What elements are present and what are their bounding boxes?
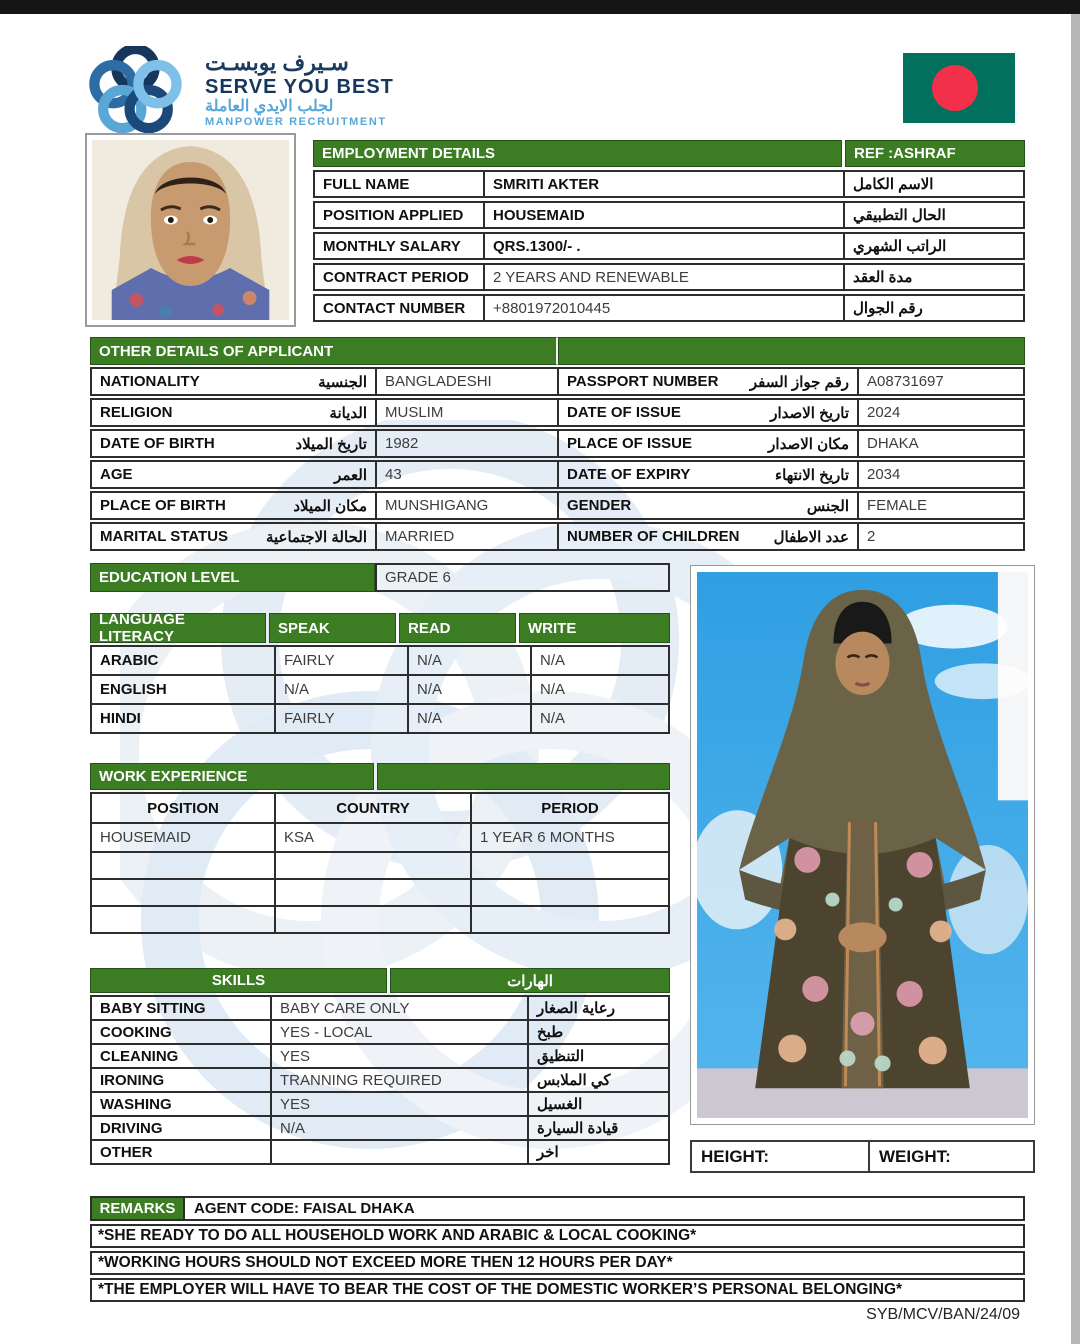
field-label: DATE OF ISSUE — [567, 404, 681, 421]
skill-value: YES — [270, 1093, 527, 1115]
field-label-arabic: الجنس — [806, 497, 849, 515]
field-label-arabic: الحالة الاجتماعية — [265, 528, 367, 546]
language-header-row — [90, 613, 670, 643]
section-title: EDUCATION LEVEL — [90, 563, 375, 592]
table-row — [90, 491, 1025, 520]
write-level: N/A — [530, 647, 668, 674]
skill-label-arabic: رعاية الصغار — [527, 997, 668, 1019]
period-value: 1 YEAR 6 MONTHS — [470, 824, 668, 851]
skill-label: OTHER — [100, 1143, 153, 1161]
bangladesh-flag — [903, 53, 1015, 123]
table-row — [90, 367, 1025, 396]
field-label: PLACE OF BIRTH — [100, 497, 226, 514]
skills-table — [90, 968, 670, 1165]
agent-code: AGENT CODE: FAISAL DHAKA — [183, 1196, 1025, 1221]
field-value: 2034 — [857, 462, 1023, 487]
field-value: FEMALE — [857, 493, 1023, 518]
section-title-arabic: الهارات — [390, 968, 670, 993]
table-row — [90, 645, 670, 676]
field-label: PASSPORT NUMBER — [567, 373, 719, 390]
skill-label-arabic: الغسيل — [527, 1093, 668, 1115]
language-name: ENGLISH — [100, 681, 167, 698]
table-row — [90, 851, 670, 880]
table-row — [90, 398, 1025, 427]
write-level: N/A — [530, 676, 668, 703]
language-literacy-table — [90, 613, 670, 734]
read-level: N/A — [407, 676, 530, 703]
field-value: 43 — [375, 462, 557, 487]
field-label: POSITION APPLIED — [323, 206, 464, 224]
column-header: SPEAK — [269, 613, 396, 643]
language-name: ARABIC — [100, 652, 159, 669]
language-name: HINDI — [100, 710, 141, 727]
field-label-arabic: الراتب الشهري — [843, 234, 1023, 258]
column-header: WRITE — [519, 613, 670, 643]
skill-value: N/A — [270, 1117, 527, 1139]
period-value — [470, 853, 668, 878]
position-value — [92, 907, 274, 932]
write-level: N/A — [530, 705, 668, 732]
skill-label: DRIVING — [100, 1119, 163, 1137]
agency-knot-icon — [75, 46, 193, 134]
field-value: 2 YEARS AND RENEWABLE — [483, 265, 843, 289]
skill-label: BABY SITTING — [100, 999, 206, 1017]
field-label-arabic: تاريخ الميلاد — [295, 435, 367, 453]
field-value: 2024 — [857, 400, 1023, 425]
field-value: QRS.1300/- . — [483, 234, 843, 258]
field-label: MONTHLY SALARY — [323, 237, 461, 255]
speak-level: FAIRLY — [274, 647, 407, 674]
column-header: POSITION — [147, 799, 219, 817]
skill-label-arabic: التنظيق — [527, 1045, 668, 1067]
document-ref-code: SYB/MCV/BAN/24/09 — [866, 1306, 1020, 1323]
ref-badge: REF :ASHRAF — [845, 140, 1025, 167]
table-row — [90, 1043, 670, 1069]
table-row — [90, 703, 670, 734]
remark-note: *WORKING HOURS SHOULD NOT EXCEED MORE THEN 12 HOURS PER DAY* — [90, 1251, 1025, 1275]
applicant-full-length-photo — [690, 565, 1035, 1125]
brand-tagline: MANPOWER RECRUITMENT — [205, 116, 387, 129]
field-value: MUSLIM — [375, 400, 557, 425]
scan-top-black-strip — [0, 0, 1080, 14]
field-value: HOUSEMAID — [483, 203, 843, 227]
table-row — [90, 1115, 670, 1141]
skill-value: TRANNING REQUIRED — [270, 1069, 527, 1091]
education-level-row — [90, 563, 670, 592]
column-header: READ — [399, 613, 516, 643]
field-label-arabic: مدة العقد — [843, 265, 1023, 289]
employment-header — [313, 140, 1025, 167]
field-label: PLACE OF ISSUE — [567, 435, 693, 452]
field-label: CONTRACT PERIOD — [323, 268, 469, 286]
position-value: HOUSEMAID — [100, 829, 191, 846]
skill-label-arabic: اخر — [527, 1141, 668, 1163]
field-label-arabic: عدد الاطفال — [773, 528, 849, 546]
field-label-arabic: تاريخ الاصدار — [770, 404, 849, 422]
field-label: MARITAL STATUS — [100, 528, 229, 545]
skill-value: YES — [270, 1045, 527, 1067]
period-value — [470, 880, 668, 905]
table-row — [90, 878, 670, 907]
skill-label-arabic: كي الملابس — [527, 1069, 668, 1091]
weight-label: WEIGHT: — [868, 1140, 1035, 1173]
field-label: CONTACT NUMBER — [323, 299, 466, 317]
remarks-section — [90, 1196, 1025, 1302]
field-value: MARRIED — [375, 524, 557, 549]
field-value: 1982 — [375, 431, 557, 456]
section-title: OTHER DETAILS OF APPLICANT — [90, 337, 558, 365]
table-row — [90, 522, 1025, 551]
field-label-arabic: مكان الميلاد — [293, 497, 367, 515]
skill-label: WASHING — [100, 1095, 172, 1113]
speak-level: N/A — [274, 676, 407, 703]
skill-value — [270, 1141, 527, 1163]
field-label-arabic: مكان الاصدار — [768, 435, 849, 453]
scan-right-gray-strip — [1071, 14, 1080, 1344]
field-label: AGE — [100, 466, 133, 483]
country-value — [274, 853, 470, 878]
section-title: WORK EXPERIENCE — [90, 763, 374, 790]
agency-logo — [75, 46, 394, 134]
brand-name-arabic: سـيرف يوبسـت — [205, 50, 349, 76]
field-label-arabic: تاريخ الانتهاء — [775, 466, 849, 484]
table-row — [90, 1091, 670, 1117]
country-value — [274, 880, 470, 905]
field-label: FULL NAME — [323, 175, 410, 193]
remarks-header-row — [90, 1196, 1025, 1221]
field-value: DHAKA — [857, 431, 1023, 456]
work-columns-row — [90, 792, 670, 824]
table-row — [313, 294, 1025, 322]
field-label-arabic: رقم جواز السفر — [749, 373, 849, 391]
column-header: LANGUAGE LITERACY — [90, 613, 266, 643]
table-row — [90, 995, 670, 1021]
flag-red-circle — [932, 65, 978, 111]
field-value: +8801972010445 — [483, 296, 843, 320]
field-label-arabic: الحال التطبيقي — [843, 203, 1023, 227]
field-label-arabic: رقم الجوال — [843, 296, 1023, 320]
position-value — [92, 880, 274, 905]
brand-name: SERVE YOU BEST — [205, 76, 394, 98]
table-row — [90, 460, 1025, 489]
skill-value: YES - LOCAL — [270, 1021, 527, 1043]
field-value: MUNSHIGANG — [375, 493, 557, 518]
table-row — [313, 263, 1025, 291]
table-row — [90, 429, 1025, 458]
header-spacer — [558, 337, 1025, 365]
remark-note: *SHE READY TO DO ALL HOUSEHOLD WORK AND ARABIC & LOCAL COOKING* — [90, 1224, 1025, 1248]
field-label-arabic: العمر — [334, 466, 367, 484]
other-details-header — [90, 337, 1025, 365]
field-label: DATE OF EXPIRY — [567, 466, 691, 483]
table-row — [313, 170, 1025, 198]
country-value: KSA — [274, 824, 470, 851]
measurements-row — [690, 1140, 1035, 1173]
table-row — [90, 1067, 670, 1093]
field-label: NATIONALITY — [100, 373, 200, 390]
applicant-headshot-photo — [85, 133, 296, 327]
table-row — [90, 1019, 670, 1045]
field-label-arabic: الديانة — [329, 404, 367, 422]
field-label: GENDER — [567, 497, 632, 514]
skill-label: CLEANING — [100, 1047, 179, 1065]
field-label: NUMBER OF CHILDREN — [567, 528, 740, 545]
skill-label: COOKING — [100, 1023, 172, 1041]
skills-header — [90, 968, 670, 993]
employment-details-table — [313, 140, 1025, 322]
speak-level: FAIRLY — [274, 705, 407, 732]
field-value: SMRITI AKTER — [483, 172, 843, 196]
work-experience-header — [90, 763, 670, 790]
table-row — [313, 232, 1025, 260]
field-value: BANGLADESHI — [375, 369, 557, 394]
section-title: EMPLOYMENT DETAILS — [313, 140, 842, 167]
country-value — [274, 907, 470, 932]
field-value: 2 — [857, 524, 1023, 549]
work-experience-table — [90, 763, 670, 934]
field-label-arabic: الجنسية — [318, 373, 367, 391]
brand-tagline-arabic: لجلب الايدي العاملة — [205, 98, 334, 116]
period-value — [470, 907, 668, 932]
column-header: PERIOD — [470, 794, 668, 822]
skill-label-arabic: قيادة السيارة — [527, 1117, 668, 1139]
read-level: N/A — [407, 705, 530, 732]
field-label: RELIGION — [100, 404, 173, 421]
skill-value: BABY CARE ONLY — [270, 997, 527, 1019]
skill-label: IRONING — [100, 1071, 165, 1089]
education-value: GRADE 6 — [375, 563, 670, 592]
read-level: N/A — [407, 647, 530, 674]
field-value: A08731697 — [857, 369, 1023, 394]
section-title: SKILLS — [90, 968, 387, 993]
position-value — [92, 853, 274, 878]
remark-note: *THE EMPLOYER WILL HAVE TO BEAR THE COST OF THE DOMESTIC WORKER’S PERSONAL BELONGING* — [90, 1278, 1025, 1302]
other-details-table — [90, 337, 1025, 551]
header-spacer — [377, 763, 670, 790]
table-row — [90, 1139, 670, 1165]
field-label: DATE OF BIRTH — [100, 435, 215, 452]
height-label: HEIGHT: — [690, 1140, 870, 1173]
table-row — [90, 674, 670, 705]
table-row — [313, 201, 1025, 229]
section-title: REMARKS — [90, 1196, 185, 1221]
skill-label-arabic: طبخ — [527, 1021, 668, 1043]
column-header: COUNTRY — [274, 794, 470, 822]
table-row — [90, 905, 670, 934]
field-label-arabic: الاسم الكامل — [843, 172, 1023, 196]
table-row — [90, 822, 670, 853]
